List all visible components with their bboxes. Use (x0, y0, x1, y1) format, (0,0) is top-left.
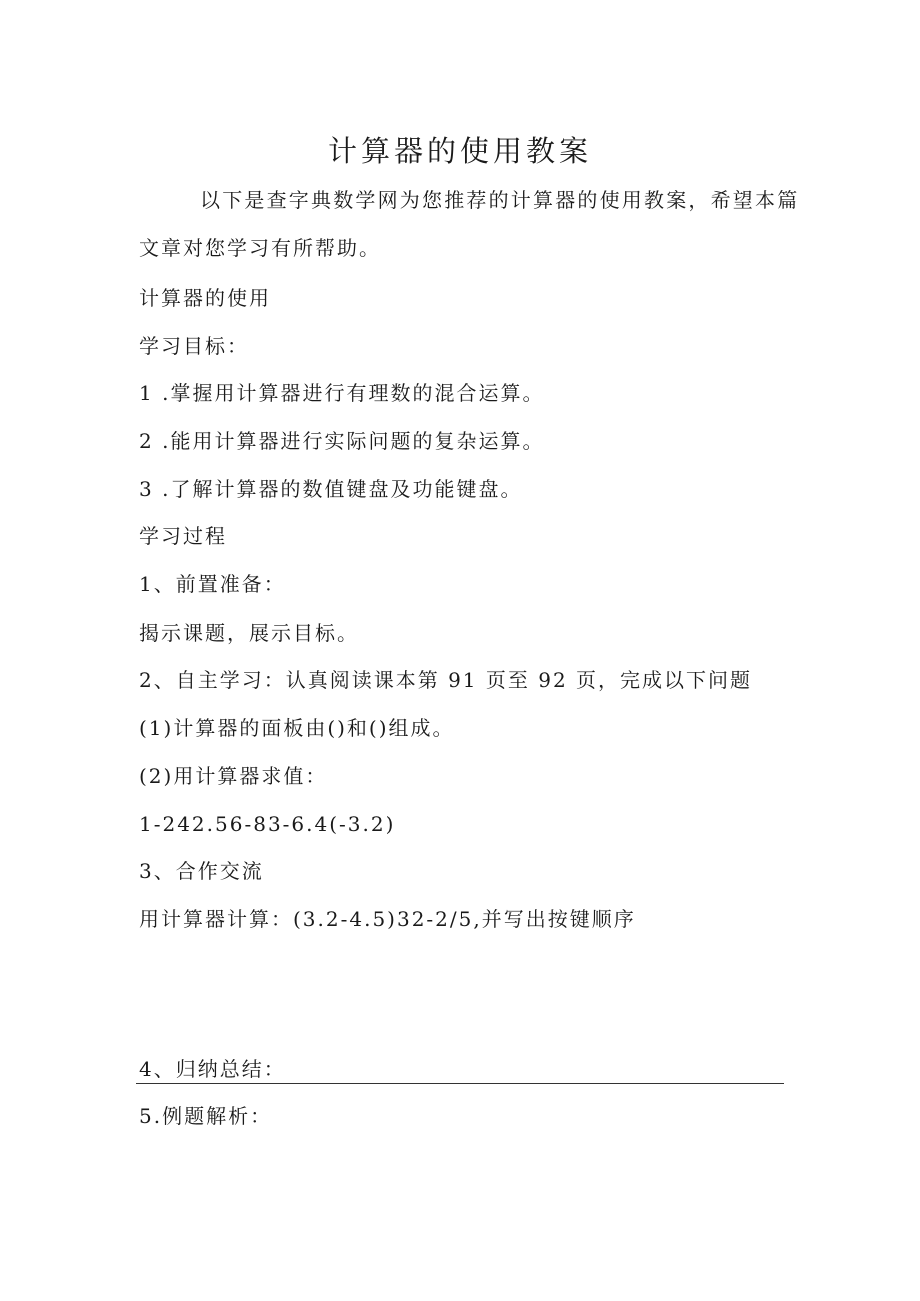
intro-line-1: 以下是查字典数学网为您推荐的计算器的使用教案，希望本篇 (200, 188, 800, 212)
step3-text: 用计算器计算：(3.2-4.5)32-2/5,并写出按键顺序 (139, 907, 636, 931)
objective-item-3: 3 .了解计算器的数值键盘及功能键盘。 (139, 477, 523, 501)
step2-question-1: (1)计算器的面板由()和()组成。 (139, 716, 455, 740)
step1-heading: 1、前置准备： (139, 572, 286, 596)
step2-heading: 2、自主学习：认真阅读课本第 91 页至 92 页，完成以下问题 (139, 668, 753, 692)
step2-question-2: (2)用计算器求值： (139, 764, 328, 788)
objective-item-2: 2 .能用计算器进行实际问题的复杂运算。 (139, 429, 545, 453)
intro-line-2: 文章对您学习有所帮助。 (139, 236, 381, 260)
step5-heading: 5.例题解析： (139, 1104, 273, 1128)
process-heading: 学习过程 (139, 524, 227, 548)
objectives-heading: 学习目标： (139, 334, 249, 358)
step2-expression: 1-242.56-83-6.4(-3.2) (139, 812, 396, 836)
step3-heading: 3、合作交流 (139, 859, 264, 883)
step4-heading: 4、归纳总结： (139, 1057, 286, 1081)
document-title: 计算器的使用教案 (327, 134, 592, 168)
section-subtitle: 计算器的使用 (139, 286, 271, 310)
objective-item-1: 1 .掌握用计算器进行有理数的混合运算。 (139, 381, 545, 405)
step1-text: 揭示课题，展示目标。 (139, 621, 359, 645)
underline-rule (136, 1083, 784, 1084)
